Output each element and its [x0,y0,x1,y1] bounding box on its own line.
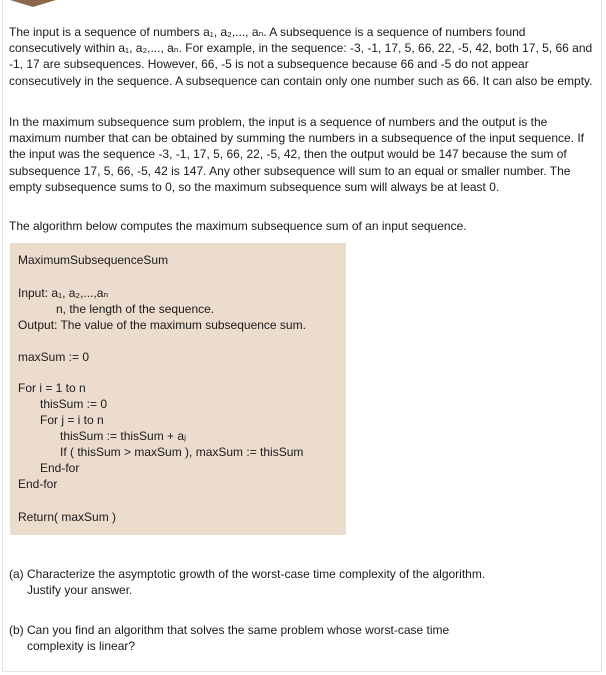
intro-paragraph-1: The input is a sequence of numbers a₁, a₂,..., aₙ. A subsequence is a sequence of numbers found consecutively within a₁, a₂,..., aₙ. For example, in the sequence: -3, -1, 17, 5, 66, 22, -5, 42, both 17, 5, 66 and -1, 17 are subsequences. However, 66, -5 is not a subsequence because 66 and -5 do not appear consecutively in the sequence. A subsequence can contain only one number such as 66. It can also be empty. [9,25,593,88]
algorithm-input-n: n, the length of the sequence. [56,302,215,316]
algorithm-end-for-inner: End-for [40,461,80,475]
question-b-line-1: (b) Can you find an algorithm that solves the same problem whose worst-case time [9,623,450,637]
algorithm-init: maxSum := 0 [18,350,90,364]
algorithm-this-sum-add: thisSum := thisSum + aⱼ [60,429,187,443]
algorithm-for-i: For i = 1 to n [18,381,86,395]
question-b-line-2: complexity is linear? [27,639,136,653]
algorithm-return: Return( maxSum ) [18,510,117,524]
question-a-line-1: (a) Characterize the asymptotic growth of the worst-case time complexity of the algorithm. [9,567,486,581]
algorithm-output: Output: The value of the maximum subsequence sum. [18,318,306,332]
algorithm-if-line: If ( thisSum > maxSum ), maxSum := thisSum [60,445,304,459]
algorithm-input: Input: a₁, a₂,...,aₙ [18,286,109,300]
algorithm-end-for-outer: End-for [18,477,58,491]
algorithm-for-j: For j = i to n [40,413,104,427]
algorithm-title: MaximumSubsequenceSum [18,253,169,267]
algorithm-box [10,243,346,535]
question-a-line-2: Justify your answer. [27,583,133,597]
intro-paragraph-2: In the maximum subsequence sum problem, the input is a sequence of numbers and the output is the maximum number that can be obtained by summing the numbers in a subsequence of the input sequence. If the input was the sequence -3, -1, 17, 5, 66, 22, -5, 42, then the output would be 147 because the sum of subsequence 17, 5, 66, -5, 42 is 147. Any other subsequence will sum to an equal or smaller number. The empty subsequence sums to 0, so the maximum subsequence sum will always be at least 0. [9,115,585,194]
algorithm-this-sum-reset: thisSum := 0 [40,397,108,411]
intro-paragraph-3: The algorithm below computes the maximum subsequence sum of an input sequence. [9,219,467,233]
